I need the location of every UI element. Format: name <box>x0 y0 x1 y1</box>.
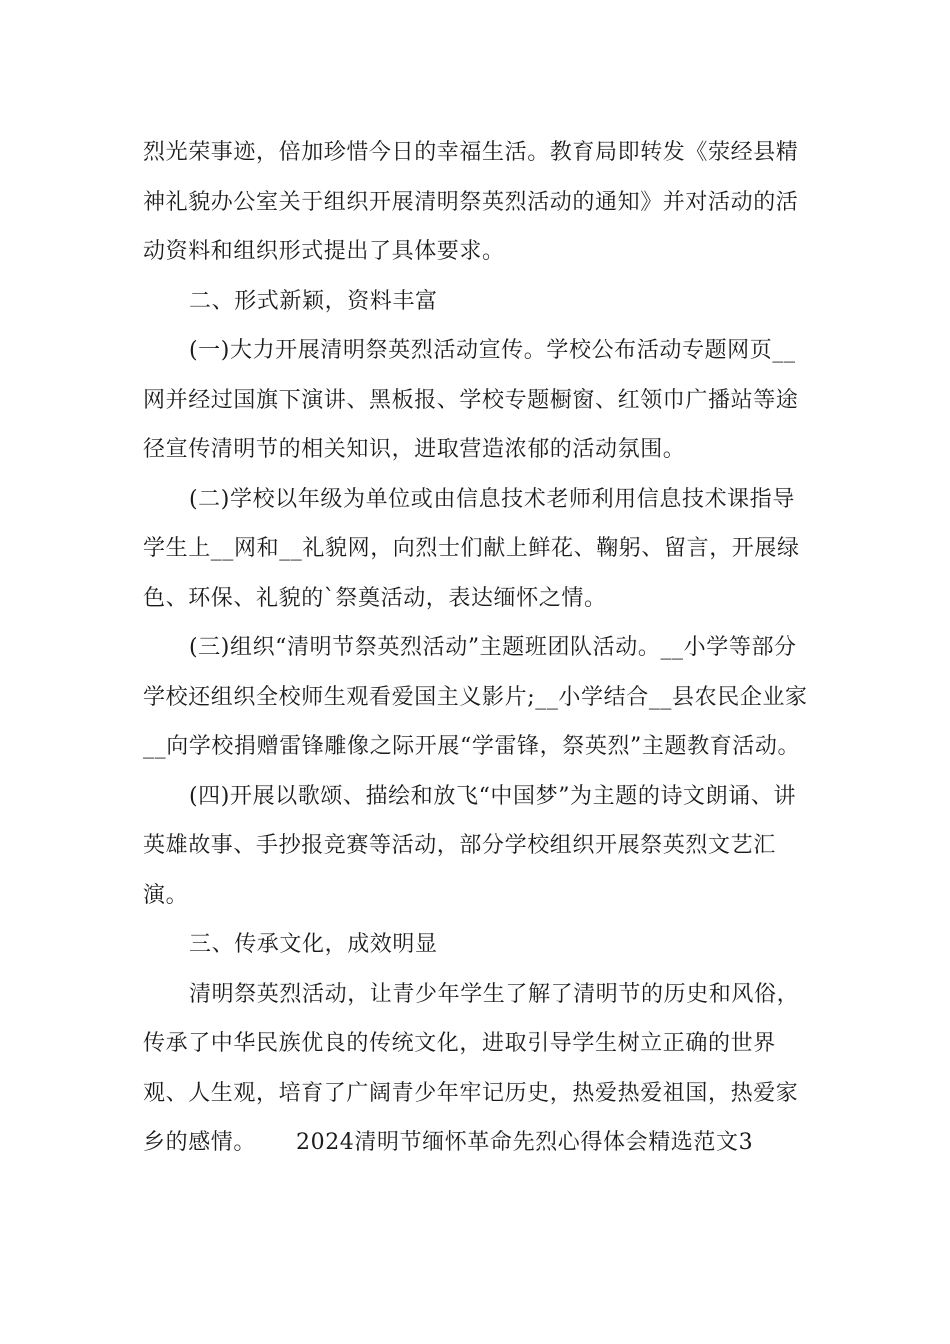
document-body <box>143 128 813 1168</box>
paragraph-conclusion-text: 清明祭英烈活动，让青少年学生了解了清明节的历史和风俗，传承了中华民族优良的传统文化，进取引导学生树立正确的世界观、人生观，培育了广阔青少年牢记历史，热爱热爱祖国，热爱家乡的感情。 <box>143 981 800 1155</box>
paragraph-item-one: (一)大力开展清明祭英烈活动宣传。学校公布活动专题网页__网并经过国旗下演讲、黑板报、学校专题橱窗、红领巾广播站等途径宣传清明节的相关知识，进取营造浓郁的活动氛围。 <box>143 338 799 462</box>
paragraph-item-three: (三)组织“清明节祭英烈活动”主题班团队活动。__小学等部分学校还组织全校师生观看爱国主义影片;__小学结合__县农民企业家__向学校捐赠雷锋雕像之际开展“学雷锋，祭英烈”主题教育活动。 <box>143 635 808 759</box>
paragraph-intro: 烈光荣事迹，倍加珍惜今日的幸福生活。教育局即转发《荥经县精神礼貌办公室关于组织开展清明祭英烈活动的通知》并对活动的活动资料和组织形式提出了具体要求。 <box>143 140 799 264</box>
paragraph-item-four: (四)开展以歌颂、描绘和放飞“中国梦”为主题的诗文朗诵、讲英雄故事、手抄报竞赛等活动，部分学校组织开展祭英烈文艺汇演。 <box>143 783 797 908</box>
section-heading-three: 三、传承文化，成效明显 <box>189 932 438 957</box>
next-article-title: 2024清明节缅怀革命先烈心得体会精选范文3 <box>296 1130 754 1155</box>
paragraph-conclusion <box>143 970 813 1168</box>
paragraph-item-two: (二)学校以年级为单位或由信息技术老师利用信息技术课指导学生上__网和__礼貌网，向烈士们献上鲜花、鞠躬、留言，开展绿色、环保、礼貌的`祭奠活动，表达缅怀之情。 <box>143 486 800 611</box>
section-heading-two: 二、形式新颖，资料丰富 <box>189 288 438 314</box>
